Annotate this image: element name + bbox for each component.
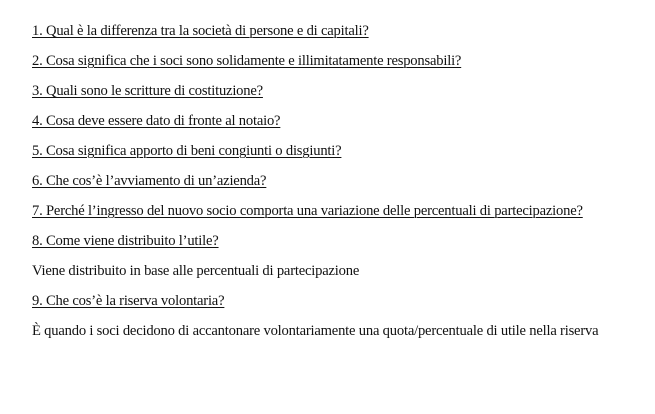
answer-9: È quando i soci decidono di accantonare volontariamente una quota/percentuale di utile nella riserva	[32, 323, 599, 339]
question-9: 9. Che cos’è la riserva volontaria?	[32, 293, 225, 309]
question-7: 7. Perché l’ingresso del nuovo socio comporta una variazione delle percentuali di partecipazione?	[32, 203, 583, 219]
document-body	[32, 22, 644, 340]
question-2: 2. Cosa significa che i soci sono solidamente e illimitatamente responsabili?	[32, 53, 462, 69]
question-8: 8. Come viene distribuito l’utile?	[32, 233, 219, 249]
question-6: 6. Che cos’è l’avviamento di un’azienda?	[32, 173, 267, 189]
question-4: 4. Cosa deve essere dato di fronte al notaio?	[32, 113, 281, 129]
question-3: 3. Quali sono le scritture di costituzione?	[32, 83, 263, 99]
question-1: 1. Qual è la differenza tra la società di persone e di capitali?	[32, 23, 369, 39]
question-5: 5. Cosa significa apporto di beni congiunti o disgiunti?	[32, 143, 342, 159]
answer-8: Viene distribuito in base alle percentuali di partecipazione	[32, 263, 360, 279]
